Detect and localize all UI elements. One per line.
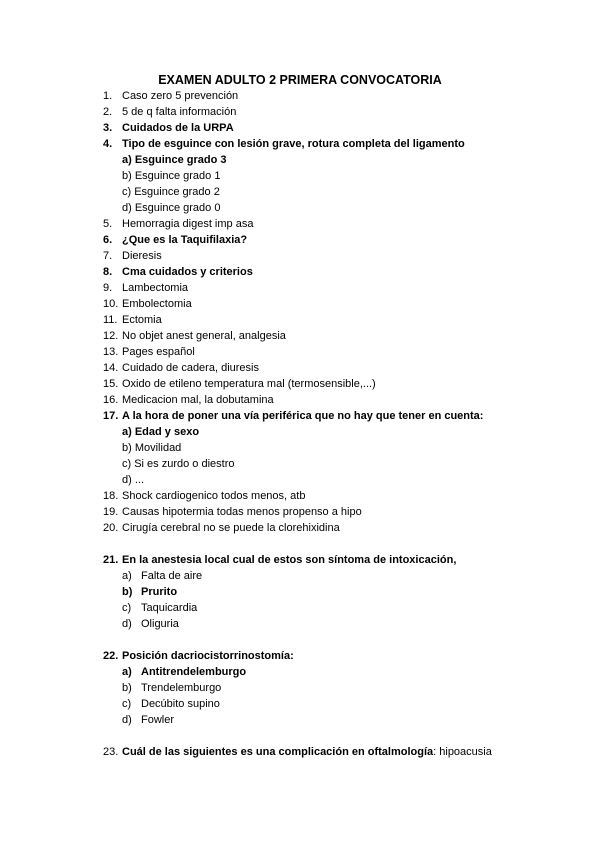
item-number: 1.: [103, 90, 113, 102]
item-text: Dieresis: [122, 250, 162, 262]
item-text: Shock cardiogenico todos menos, atb: [122, 490, 306, 502]
item-number: 5.: [103, 218, 113, 230]
item-text: Cuál de las siguientes es una complicación en oftalmología: hipoacusia: [122, 746, 492, 758]
item-text: Pages español: [122, 346, 195, 358]
item-number: 17.: [103, 410, 119, 422]
item-number: 9.: [103, 282, 113, 294]
item-text: Causas hipotermia todas menos propenso a hipo: [122, 506, 362, 518]
item-number: 7.: [103, 250, 113, 262]
item-text: Cuidado de cadera, diuresis: [122, 362, 259, 374]
item-number: 12.: [103, 330, 119, 342]
item-number: 19.: [103, 506, 119, 518]
item-number: 18.: [103, 490, 119, 502]
item-number: 22.: [103, 650, 119, 662]
item-number: 3.: [103, 122, 113, 134]
item-text: 5 de q falta información: [122, 106, 237, 118]
item-number: 15.: [103, 378, 119, 390]
item-text: En la anestesia local cual de estos son síntoma de intoxicación,: [122, 554, 457, 566]
item-text: Caso zero 5 prevención: [122, 90, 239, 102]
item-number: 14.: [103, 362, 119, 374]
item-text: A la hora de poner una vía periférica que no hay que tener en cuenta:: [122, 410, 484, 422]
item-text: Embolectomia: [122, 298, 192, 310]
item-number: 23.: [103, 746, 119, 758]
item-number: 13.: [103, 346, 119, 358]
item-number: 21.: [103, 554, 119, 566]
item-number: 6.: [103, 234, 113, 246]
item-number: 11.: [103, 314, 118, 326]
item-text: Medicacion mal, la dobutamina: [122, 394, 274, 406]
item-number: 4.: [103, 138, 113, 150]
page-title: EXAMEN ADULTO 2 PRIMERA CONVOCATORIA: [158, 73, 442, 87]
item-number: 2.: [103, 106, 113, 118]
item-text: ¿Que es la Taquifilaxia?: [122, 234, 248, 246]
item-number: 20.: [103, 522, 119, 534]
item-text: Hemorragia digest imp asa: [122, 218, 254, 230]
item-text: Tipo de esguince con lesión grave, rotura completa del ligamento: [122, 138, 465, 150]
item-text: Cuidados de la URPA: [122, 122, 234, 134]
item-text: Ectomia: [122, 314, 162, 326]
item-text: Lambectomia: [122, 282, 189, 294]
item-number: 10.: [103, 298, 119, 310]
item-text: Cma cuidados y criterios: [122, 266, 253, 278]
item-text: Oxido de etileno temperatura mal (termosensible,...): [122, 378, 376, 390]
item-number: 8.: [103, 266, 113, 278]
item-text: No objet anest general, analgesia: [122, 330, 286, 342]
item-text: Posición dacriocistorrinostomía:: [122, 650, 294, 662]
item-number: 16.: [103, 394, 119, 406]
item-text: Cirugía cerebral no se puede la clorehixidina: [122, 522, 340, 534]
